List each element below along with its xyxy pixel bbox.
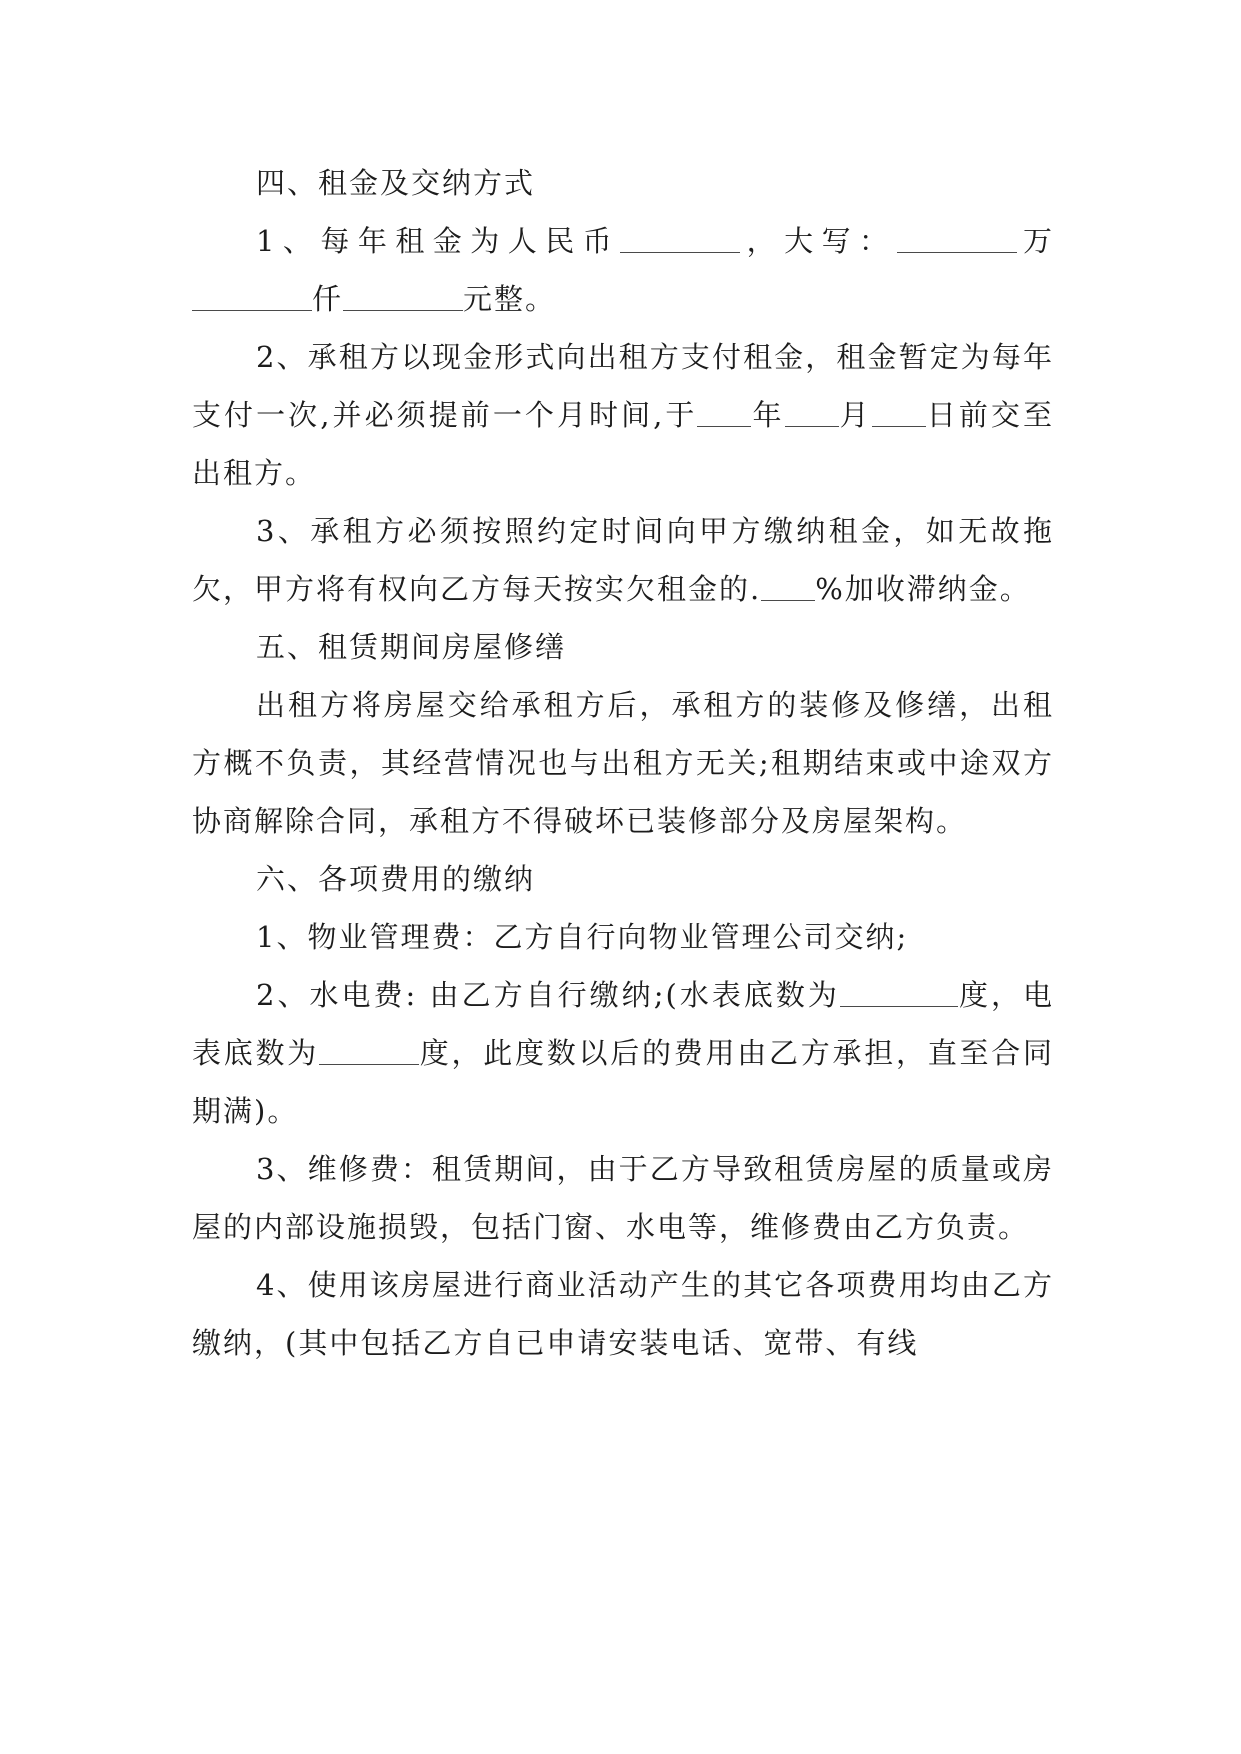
clause-property-fee bbox=[192, 908, 1054, 966]
clause-other-fees bbox=[192, 1256, 1054, 1372]
clause-maintenance bbox=[192, 1140, 1054, 1256]
clause-text: 日前交至出租方。 bbox=[192, 398, 1054, 490]
clause-text: 度，此度数以后的费用由乙方承担，直至合同期满)。 bbox=[192, 1036, 1054, 1128]
clause-text: 年 bbox=[751, 398, 785, 432]
clause-rent-amount bbox=[192, 212, 1054, 328]
clause-text: 3、承租方必须按照约定时间向甲方缴纳租金，如无故拖欠，甲方将有权向乙方每天按实欠租金的. bbox=[192, 514, 1054, 606]
clause-text: 3、维修费：租赁期间，由于乙方导致租赁房屋的质量或房屋的内部设施损毁，包括门窗、水电等，维修费由乙方负责。 bbox=[192, 1152, 1054, 1244]
clause-rent-payment bbox=[192, 328, 1054, 502]
blank-field bbox=[319, 1034, 419, 1065]
blank-field bbox=[620, 222, 740, 253]
blank-field bbox=[761, 570, 815, 601]
clause-text: 万 bbox=[1016, 224, 1054, 258]
clause-text: 1、物业管理费：乙方自行向物业管理公司交纳; bbox=[256, 920, 909, 954]
blank-field bbox=[785, 396, 839, 427]
section-heading-repairs bbox=[192, 618, 1054, 676]
blank-field bbox=[872, 396, 926, 427]
clause-text: %加收滞纳金。 bbox=[815, 572, 1031, 606]
heading-text: 六、各项费用的缴纳 bbox=[256, 862, 536, 896]
clause-utilities bbox=[192, 966, 1054, 1140]
clause-text: 4、使用该房屋进行商业活动产生的其它各项费用均由乙方缴纳，(其中包括乙方自已申请安装电话、宽带、有线 bbox=[192, 1268, 1054, 1360]
clause-text: 2、承租方以现金形式向出租方支付租金，租金暂定为每年支付一次,并必须提前一个月时间,于 bbox=[192, 340, 1054, 432]
document-body bbox=[192, 154, 1054, 1372]
clause-late-fee bbox=[192, 502, 1054, 618]
clause-text: 2、水电费: 由乙方自行缴纳;(水表底数为 bbox=[256, 978, 840, 1012]
blank-field bbox=[697, 396, 751, 427]
blank-field bbox=[840, 976, 958, 1007]
clause-text: 出租方将房屋交给承租方后，承租方的装修及修缮，出租方概不负责，其经营情况也与出租方无关;租期结束或中途双方协商解除合同，承租方不得破坏已装修部分及房屋架构。 bbox=[192, 688, 1054, 838]
blank-field bbox=[192, 280, 312, 311]
heading-text: 四、租金及交纳方式 bbox=[256, 166, 536, 200]
clause-repairs bbox=[192, 676, 1054, 850]
clause-text: 1、每年租金为人民币 bbox=[256, 224, 621, 258]
section-heading-fees bbox=[192, 850, 1054, 908]
clause-text: 度，电表底数为 bbox=[192, 978, 1054, 1070]
clause-text: ，大写： bbox=[740, 224, 897, 258]
section-heading-rent bbox=[192, 154, 1054, 212]
clause-text: 月 bbox=[838, 398, 872, 432]
blank-field bbox=[343, 280, 463, 311]
clause-text: 仟 bbox=[312, 282, 344, 316]
clause-text: 元整。 bbox=[463, 282, 557, 316]
heading-text: 五、租赁期间房屋修缮 bbox=[256, 630, 567, 664]
blank-field bbox=[897, 222, 1017, 253]
